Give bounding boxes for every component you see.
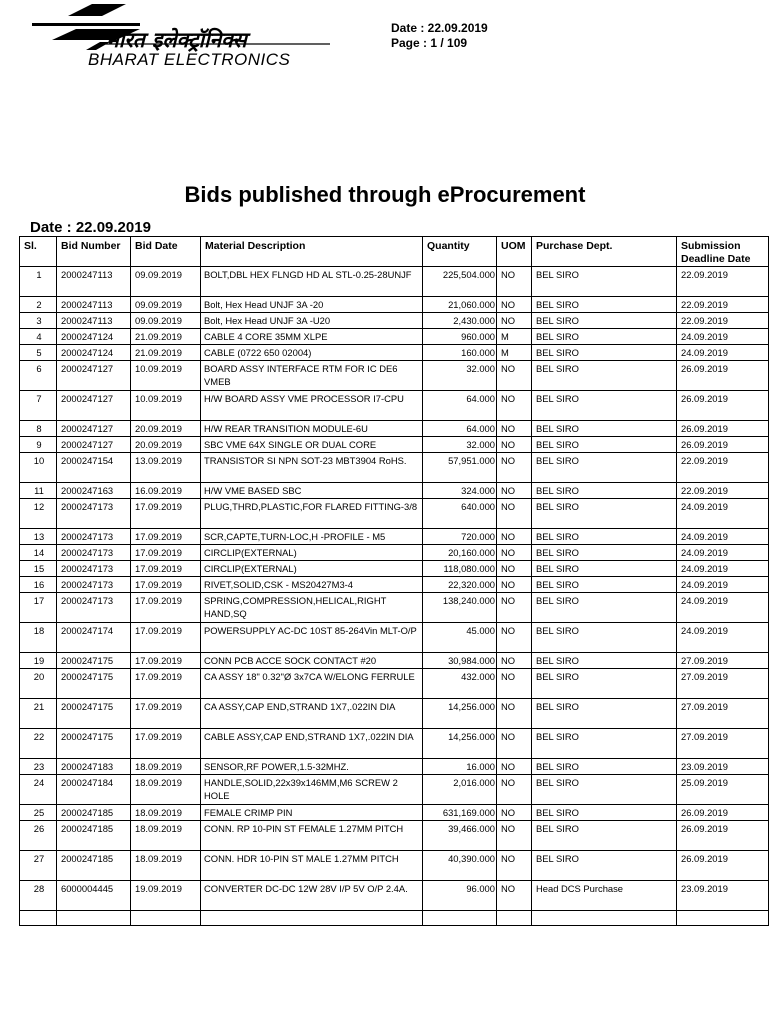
cell-purchase-dept: BEL SIRO: [532, 545, 677, 561]
table-row: [20, 499, 769, 529]
table-row: [20, 421, 769, 437]
cell-bid-date: 18.09.2019: [131, 759, 201, 775]
cell-quantity: 30,984.000: [423, 653, 497, 669]
cell-material-description: PLUG,THRD,PLASTIC,FOR FLARED FITTING-3/8: [201, 499, 423, 529]
report-date: Date : 22.09.2019: [30, 219, 151, 236]
cell-bid-number: 2000247185: [57, 821, 131, 851]
cell-bid-number: 2000247173: [57, 577, 131, 593]
cell-sl: 12: [20, 499, 57, 529]
header-date: Date : 22.09.2019: [391, 21, 488, 35]
cell-bid-number: 2000247185: [57, 851, 131, 881]
cell-uom: M: [497, 345, 532, 361]
cell-bid-number: 2000247175: [57, 699, 131, 729]
column-header-uom: UOM: [497, 237, 532, 267]
cell-deadline-date: 24.09.2019: [677, 345, 769, 361]
cell-purchase-dept: BEL SIRO: [532, 329, 677, 345]
cell-bid-date: 17.09.2019: [131, 623, 201, 653]
table-row: [20, 313, 769, 329]
table-row: [20, 881, 769, 911]
cell-uom: NO: [497, 437, 532, 453]
cell-bid-number: 2000247184: [57, 775, 131, 805]
cell-bid-date: 17.09.2019: [131, 545, 201, 561]
cell-sl: 22: [20, 729, 57, 759]
cell-uom: NO: [497, 881, 532, 911]
cell-purchase-dept: BEL SIRO: [532, 729, 677, 759]
cell-purchase-dept: BEL SIRO: [532, 561, 677, 577]
cell-bid-number: 2000247124: [57, 345, 131, 361]
cell-bid-number: 2000247174: [57, 623, 131, 653]
cell-deadline-date: 24.09.2019: [677, 529, 769, 545]
cell-quantity: 57,951.000: [423, 453, 497, 483]
cell-bid-number: 2000247124: [57, 329, 131, 345]
table-row: [20, 623, 769, 653]
cell-deadline-date: 24.09.2019: [677, 577, 769, 593]
cell-sl: 5: [20, 345, 57, 361]
cell-quantity: 16.000: [423, 759, 497, 775]
cell-deadline-date: 26.09.2019: [677, 437, 769, 453]
cell-quantity: 960.000: [423, 329, 497, 345]
cell-uom: NO: [497, 699, 532, 729]
table-row: [20, 483, 769, 499]
table-row: [20, 653, 769, 669]
cell-empty: [20, 911, 57, 926]
cell-empty: [57, 911, 131, 926]
cell-quantity: 22,320.000: [423, 577, 497, 593]
cell-quantity: 40,390.000: [423, 851, 497, 881]
cell-sl: 3: [20, 313, 57, 329]
cell-deadline-date: 22.09.2019: [677, 313, 769, 329]
cell-bid-number: 2000247173: [57, 593, 131, 623]
cell-bid-number: 2000247175: [57, 729, 131, 759]
cell-material-description: CONN. HDR 10-PIN ST MALE 1.27MM PITCH: [201, 851, 423, 881]
cell-bid-number: 2000247127: [57, 421, 131, 437]
table-row: [20, 345, 769, 361]
cell-bid-date: 17.09.2019: [131, 529, 201, 545]
cell-sl: 11: [20, 483, 57, 499]
cell-material-description: SENSOR,RF POWER,1.5-32MHZ.: [201, 759, 423, 775]
cell-bid-number: 2000247173: [57, 561, 131, 577]
cell-sl: 13: [20, 529, 57, 545]
cell-sl: 14: [20, 545, 57, 561]
cell-bid-number: 2000247173: [57, 499, 131, 529]
cell-uom: NO: [497, 391, 532, 421]
table-row: [20, 529, 769, 545]
table-row: [20, 851, 769, 881]
cell-bid-number: 2000247113: [57, 313, 131, 329]
cell-sl: 7: [20, 391, 57, 421]
cell-quantity: 2,016.000: [423, 775, 497, 805]
cell-sl: 15: [20, 561, 57, 577]
cell-empty: [677, 911, 769, 926]
cell-quantity: 64.000: [423, 421, 497, 437]
bel-logo: [30, 4, 350, 70]
cell-sl: 16: [20, 577, 57, 593]
cell-deadline-date: 24.09.2019: [677, 329, 769, 345]
cell-purchase-dept: BEL SIRO: [532, 593, 677, 623]
cell-empty: [423, 911, 497, 926]
column-header-material-description: Material Description: [201, 237, 423, 267]
table-row: [20, 545, 769, 561]
cell-uom: NO: [497, 805, 532, 821]
cell-deadline-date: 27.09.2019: [677, 669, 769, 699]
cell-quantity: 631,169.000: [423, 805, 497, 821]
logo-hindi-text: भारत इलेक्ट्रॉनिक्स: [104, 27, 247, 52]
cell-empty: [497, 911, 532, 926]
cell-uom: NO: [497, 851, 532, 881]
cell-quantity: 225,504.000: [423, 267, 497, 297]
table-row: [20, 267, 769, 297]
column-header-bid-number: Bid Number: [57, 237, 131, 267]
cell-bid-date: 20.09.2019: [131, 421, 201, 437]
cell-sl: 9: [20, 437, 57, 453]
cell-bid-date: 09.09.2019: [131, 267, 201, 297]
cell-deadline-date: 24.09.2019: [677, 545, 769, 561]
cell-deadline-date: 27.09.2019: [677, 653, 769, 669]
cell-deadline-date: 26.09.2019: [677, 391, 769, 421]
cell-bid-number: 2000247127: [57, 361, 131, 391]
table-row-empty: [20, 911, 769, 926]
cell-purchase-dept: BEL SIRO: [532, 361, 677, 391]
cell-bid-date: 18.09.2019: [131, 851, 201, 881]
column-header-submission-deadline: Submission Deadline Date: [677, 237, 769, 267]
column-header-purchase-dept: Purchase Dept.: [532, 237, 677, 267]
cell-sl: 4: [20, 329, 57, 345]
cell-purchase-dept: BEL SIRO: [532, 805, 677, 821]
cell-quantity: 2,430.000: [423, 313, 497, 329]
cell-quantity: 32.000: [423, 437, 497, 453]
cell-quantity: 324.000: [423, 483, 497, 499]
cell-sl: 23: [20, 759, 57, 775]
cell-deadline-date: 25.09.2019: [677, 775, 769, 805]
cell-sl: 17: [20, 593, 57, 623]
cell-quantity: 32.000: [423, 361, 497, 391]
cell-purchase-dept: BEL SIRO: [532, 653, 677, 669]
cell-bid-date: 18.09.2019: [131, 821, 201, 851]
cell-material-description: CONN PCB ACCE SOCK CONTACT #20: [201, 653, 423, 669]
column-header-quantity: Quantity: [423, 237, 497, 267]
cell-empty: [201, 911, 423, 926]
cell-bid-date: 17.09.2019: [131, 577, 201, 593]
cell-sl: 18: [20, 623, 57, 653]
cell-sl: 10: [20, 453, 57, 483]
cell-quantity: 14,256.000: [423, 729, 497, 759]
table-row: [20, 391, 769, 421]
cell-bid-number: 2000247175: [57, 653, 131, 669]
cell-uom: NO: [497, 545, 532, 561]
cell-uom: NO: [497, 593, 532, 623]
cell-uom: NO: [497, 561, 532, 577]
cell-deadline-date: 23.09.2019: [677, 759, 769, 775]
cell-uom: NO: [497, 361, 532, 391]
cell-uom: NO: [497, 529, 532, 545]
cell-sl: 8: [20, 421, 57, 437]
cell-purchase-dept: BEL SIRO: [532, 313, 677, 329]
cell-bid-date: 17.09.2019: [131, 729, 201, 759]
cell-material-description: CABLE 4 CORE 35MM XLPE: [201, 329, 423, 345]
cell-sl: 25: [20, 805, 57, 821]
cell-bid-number: 2000247127: [57, 437, 131, 453]
table-row: [20, 561, 769, 577]
cell-material-description: CIRCLIP(EXTERNAL): [201, 545, 423, 561]
cell-purchase-dept: BEL SIRO: [532, 775, 677, 805]
cell-material-description: Bolt, Hex Head UNJF 3A -U20: [201, 313, 423, 329]
page-title: Bids published through eProcurement: [184, 182, 586, 207]
cell-bid-date: 18.09.2019: [131, 775, 201, 805]
cell-uom: NO: [497, 267, 532, 297]
bids-table-body: [20, 267, 769, 926]
table-row: [20, 669, 769, 699]
cell-quantity: 160.000: [423, 345, 497, 361]
cell-material-description: SBC VME 64X SINGLE OR DUAL CORE: [201, 437, 423, 453]
cell-quantity: 640.000: [423, 499, 497, 529]
cell-bid-date: 18.09.2019: [131, 805, 201, 821]
cell-bid-number: 2000247175: [57, 669, 131, 699]
cell-uom: NO: [497, 653, 532, 669]
cell-bid-number: 2000247127: [57, 391, 131, 421]
cell-purchase-dept: BEL SIRO: [532, 529, 677, 545]
cell-material-description: BOLT,DBL HEX FLNGD HD AL STL-0.25-28UNJF: [201, 267, 423, 297]
table-row: [20, 699, 769, 729]
table-row: [20, 821, 769, 851]
cell-material-description: CONVERTER DC-DC 12W 28V I/P 5V O/P 2.4A.: [201, 881, 423, 911]
table-row: [20, 329, 769, 345]
cell-bid-number: 2000247185: [57, 805, 131, 821]
cell-material-description: RIVET,SOLID,CSK - MS20427M3-4: [201, 577, 423, 593]
cell-sl: 2: [20, 297, 57, 313]
cell-deadline-date: 26.09.2019: [677, 821, 769, 851]
cell-bid-date: 17.09.2019: [131, 499, 201, 529]
cell-uom: NO: [497, 313, 532, 329]
cell-purchase-dept: BEL SIRO: [532, 483, 677, 499]
cell-bid-date: 17.09.2019: [131, 669, 201, 699]
cell-quantity: 45.000: [423, 623, 497, 653]
cell-deadline-date: 24.09.2019: [677, 593, 769, 623]
cell-purchase-dept: BEL SIRO: [532, 499, 677, 529]
cell-deadline-date: 22.09.2019: [677, 297, 769, 313]
cell-purchase-dept: BEL SIRO: [532, 297, 677, 313]
cell-uom: NO: [497, 821, 532, 851]
cell-material-description: Bolt, Hex Head UNJF 3A -20: [201, 297, 423, 313]
cell-quantity: 20,160.000: [423, 545, 497, 561]
cell-uom: NO: [497, 453, 532, 483]
cell-material-description: CIRCLIP(EXTERNAL): [201, 561, 423, 577]
cell-bid-date: 21.09.2019: [131, 329, 201, 345]
cell-bid-number: 2000247183: [57, 759, 131, 775]
cell-material-description: H/W BOARD ASSY VME PROCESSOR I7-CPU: [201, 391, 423, 421]
cell-material-description: CABLE (0722 650 02004): [201, 345, 423, 361]
table-row: [20, 775, 769, 805]
cell-material-description: H/W REAR TRANSITION MODULE-6U: [201, 421, 423, 437]
cell-sl: 6: [20, 361, 57, 391]
cell-uom: NO: [497, 669, 532, 699]
cell-bid-date: 20.09.2019: [131, 437, 201, 453]
cell-purchase-dept: BEL SIRO: [532, 437, 677, 453]
cell-purchase-dept: BEL SIRO: [532, 391, 677, 421]
cell-bid-date: 10.09.2019: [131, 391, 201, 421]
cell-material-description: CONN. RP 10-PIN ST FEMALE 1.27MM PITCH: [201, 821, 423, 851]
table-row: [20, 453, 769, 483]
cell-sl: 27: [20, 851, 57, 881]
cell-deadline-date: 23.09.2019: [677, 881, 769, 911]
cell-material-description: HANDLE,SOLID,22x39x146MM,M6 SCREW 2 HOLE: [201, 775, 423, 805]
cell-deadline-date: 26.09.2019: [677, 851, 769, 881]
cell-deadline-date: 22.09.2019: [677, 453, 769, 483]
cell-uom: NO: [497, 729, 532, 759]
cell-material-description: FEMALE CRIMP PIN: [201, 805, 423, 821]
cell-purchase-dept: BEL SIRO: [532, 267, 677, 297]
header-page-number: Page : 1 / 109: [391, 36, 468, 50]
cell-deadline-date: 24.09.2019: [677, 499, 769, 529]
cell-purchase-dept: BEL SIRO: [532, 821, 677, 851]
cell-bid-number: 2000247163: [57, 483, 131, 499]
cell-bid-number: 2000247173: [57, 529, 131, 545]
cell-material-description: BOARD ASSY INTERFACE RTM FOR IC DE6 VMEB: [201, 361, 423, 391]
table-row: [20, 593, 769, 623]
cell-material-description: TRANSISTOR SI NPN SOT-23 MBT3904 RoHS.: [201, 453, 423, 483]
cell-material-description: CA ASSY 18" 0.32"Ø 3x7CA W/ELONG FERRULE: [201, 669, 423, 699]
bids-table: [19, 236, 769, 926]
cell-bid-date: 17.09.2019: [131, 561, 201, 577]
cell-purchase-dept: BEL SIRO: [532, 577, 677, 593]
cell-uom: NO: [497, 297, 532, 313]
cell-deadline-date: 26.09.2019: [677, 805, 769, 821]
cell-bid-date: 13.09.2019: [131, 453, 201, 483]
cell-quantity: 138,240.000: [423, 593, 497, 623]
cell-purchase-dept: BEL SIRO: [532, 851, 677, 881]
cell-bid-date: 16.09.2019: [131, 483, 201, 499]
cell-quantity: 720.000: [423, 529, 497, 545]
cell-sl: 1: [20, 267, 57, 297]
cell-material-description: CABLE ASSY,CAP END,STRAND 1X7,.022IN DIA: [201, 729, 423, 759]
cell-quantity: 432.000: [423, 669, 497, 699]
cell-bid-number: 2000247113: [57, 297, 131, 313]
cell-deadline-date: 27.09.2019: [677, 699, 769, 729]
cell-quantity: 118,080.000: [423, 561, 497, 577]
cell-quantity: 21,060.000: [423, 297, 497, 313]
cell-deadline-date: 26.09.2019: [677, 361, 769, 391]
table-row: [20, 437, 769, 453]
table-row: [20, 759, 769, 775]
cell-purchase-dept: BEL SIRO: [532, 421, 677, 437]
cell-material-description: H/W VME BASED SBC: [201, 483, 423, 499]
table-row: [20, 729, 769, 759]
cell-bid-date: 09.09.2019: [131, 297, 201, 313]
cell-sl: 19: [20, 653, 57, 669]
cell-purchase-dept: BEL SIRO: [532, 453, 677, 483]
cell-purchase-dept: BEL SIRO: [532, 669, 677, 699]
cell-uom: NO: [497, 499, 532, 529]
cell-quantity: 64.000: [423, 391, 497, 421]
cell-material-description: CA ASSY,CAP END,STRAND 1X7,.022IN DIA: [201, 699, 423, 729]
cell-deadline-date: 24.09.2019: [677, 561, 769, 577]
cell-sl: 26: [20, 821, 57, 851]
cell-sl: 21: [20, 699, 57, 729]
cell-material-description: POWERSUPPLY AC-DC 10ST 85-264Vin MLT-O/P: [201, 623, 423, 653]
cell-bid-number: 2000247113: [57, 267, 131, 297]
cell-bid-date: 17.09.2019: [131, 653, 201, 669]
cell-deadline-date: 27.09.2019: [677, 729, 769, 759]
cell-bid-number: 2000247173: [57, 545, 131, 561]
cell-uom: NO: [497, 421, 532, 437]
table-row: [20, 577, 769, 593]
logo-english-text: BHARAT ELECTRONICS: [88, 50, 291, 69]
cell-bid-date: 10.09.2019: [131, 361, 201, 391]
cell-bid-number: 2000247154: [57, 453, 131, 483]
cell-uom: M: [497, 329, 532, 345]
table-row: [20, 297, 769, 313]
cell-deadline-date: 22.09.2019: [677, 267, 769, 297]
cell-purchase-dept: BEL SIRO: [532, 345, 677, 361]
cell-bid-number: 6000004445: [57, 881, 131, 911]
cell-uom: NO: [497, 775, 532, 805]
cell-uom: NO: [497, 759, 532, 775]
cell-quantity: 96.000: [423, 881, 497, 911]
cell-material-description: SCR,CAPTE,TURN-LOC,H -PROFILE - M5: [201, 529, 423, 545]
cell-sl: 28: [20, 881, 57, 911]
cell-purchase-dept: BEL SIRO: [532, 759, 677, 775]
cell-sl: 24: [20, 775, 57, 805]
table-row: [20, 805, 769, 821]
table-row: [20, 361, 769, 391]
column-header-sl: Sl.: [20, 237, 57, 267]
cell-purchase-dept: BEL SIRO: [532, 623, 677, 653]
column-header-bid-date: Bid Date: [131, 237, 201, 267]
cell-bid-date: 09.09.2019: [131, 313, 201, 329]
cell-purchase-dept: BEL SIRO: [532, 699, 677, 729]
cell-bid-date: 17.09.2019: [131, 593, 201, 623]
cell-sl: 20: [20, 669, 57, 699]
cell-bid-date: 21.09.2019: [131, 345, 201, 361]
table-header-row: [20, 237, 769, 267]
cell-uom: NO: [497, 623, 532, 653]
cell-empty: [532, 911, 677, 926]
cell-quantity: 39,466.000: [423, 821, 497, 851]
cell-deadline-date: 26.09.2019: [677, 421, 769, 437]
cell-deadline-date: 24.09.2019: [677, 623, 769, 653]
cell-deadline-date: 22.09.2019: [677, 483, 769, 499]
cell-uom: NO: [497, 577, 532, 593]
cell-quantity: 14,256.000: [423, 699, 497, 729]
cell-uom: NO: [497, 483, 532, 499]
cell-bid-date: 19.09.2019: [131, 881, 201, 911]
cell-purchase-dept: Head DCS Purchase: [532, 881, 677, 911]
cell-bid-date: 17.09.2019: [131, 699, 201, 729]
cell-empty: [131, 911, 201, 926]
cell-material-description: SPRING,COMPRESSION,HELICAL,RIGHT HAND,SQ: [201, 593, 423, 623]
